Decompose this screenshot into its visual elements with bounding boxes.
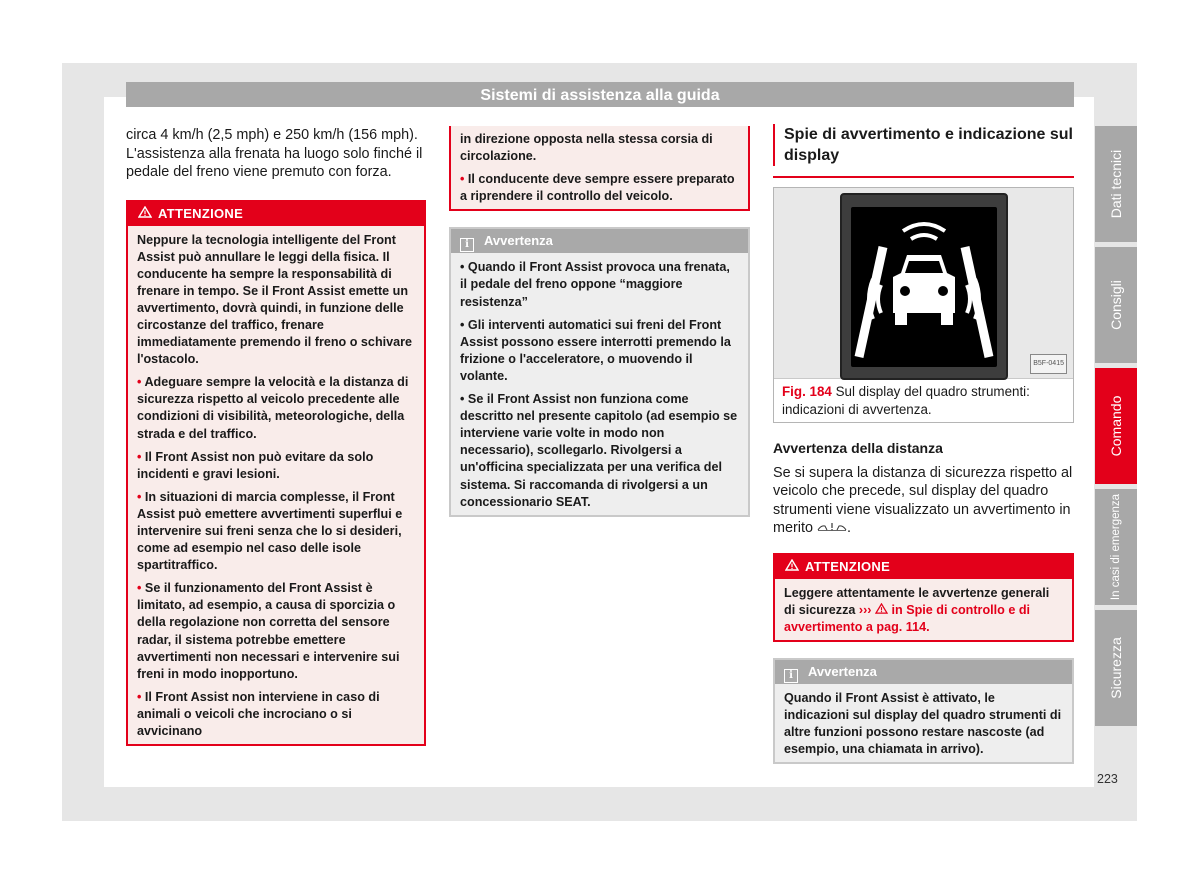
figure-image <box>774 188 1073 379</box>
page-number: 223 <box>1097 772 1118 786</box>
tab-label: Dati tecnici <box>1108 149 1124 219</box>
warning-triangle-icon <box>785 555 799 579</box>
bullet-icon: • <box>137 489 145 504</box>
warning-title: ATTENZIONE <box>805 558 891 574</box>
note-body <box>775 684 1072 762</box>
bullet-icon: • <box>137 581 145 596</box>
note-box <box>449 227 750 516</box>
warning-bullet-text: Adeguare sempre la velocità e la distanza di sicurezza rispetto al veicolo precedente alle condizioni di visibilità, meteorologiche, della strada e del traffico. <box>137 375 409 441</box>
section-divider <box>773 176 1074 178</box>
figure <box>773 187 1074 423</box>
chapter-header: Sistemi di assistenza alla guida <box>126 82 1074 107</box>
warning-paragraph: Neppure la tecnologia intelligente del Front Assist può annullare le leggi della fisica. Il conducente ha sempre la responsabilità di frenare in tempo. Se il Front Assist emette un avvertimento, dovrà quindi, in funzione delle circostanze del traffico, frenare immediatamente premendo il freno o schivare l'ostacolo. <box>137 232 413 367</box>
warning-body <box>775 579 1072 640</box>
warning-bullet-text: In situazioni di marcia complesse, il Front Assist può emettere avvertimenti superflui e intervenire sui freni senza che lo si desideri, come ad esempio nel caso delle isole spartitraffico. <box>137 489 403 573</box>
figure-caption-text: Sul display del quadro strumenti: indicazioni di avvertenza. <box>782 384 1030 417</box>
section-title: Spie di avvertimento e indicazione sul display <box>773 124 1074 166</box>
instrument-display <box>840 193 1008 380</box>
warning-body <box>128 226 424 745</box>
note-bullet-text: Quando il Front Assist provoca una frenata, il pedale del freno oppone “maggiore resistenza” <box>460 260 730 309</box>
note-text: Quando il Front Assist è attivato, le indicazioni sul display del quadro strumenti di altre funzioni possono restare nascoste (ad esempio, una chiamata in arrivo). <box>784 690 1062 757</box>
tab-consigli[interactable] <box>1095 247 1137 363</box>
reference-arrows: ››› <box>858 602 872 617</box>
column-1 <box>126 126 426 746</box>
warning-title: ATTENZIONE <box>158 205 244 221</box>
body-text: Se si supera la distanza di sicurezza rispetto al veicolo che precede, sul display del quadro strumenti viene visualizzato un avvertimento in merito . <box>773 464 1073 536</box>
intro-text: circa 4 km/h (2,5 mph) e 250 km/h (156 mph). L'assistenza alla frenata ha luogo solo finché il pedale del freno viene premuto con forza. <box>126 127 423 180</box>
front-assist-car-icon <box>851 207 997 367</box>
column-3 <box>773 124 1074 764</box>
info-icon: i <box>460 238 474 252</box>
tab-in-casi-di-emergenza[interactable] <box>1095 489 1137 605</box>
bullet-icon: • <box>460 260 468 275</box>
bullet-icon: • <box>137 449 145 464</box>
note-bullet-text: Gli interventi automatici sui freni del Front Assist possono essere interrotti premendo la frizione o l'acceleratore, o muovendo il volante. <box>460 317 731 383</box>
note-header <box>775 660 1072 684</box>
warning-bullet <box>137 449 415 483</box>
info-icon: i <box>784 669 798 683</box>
subheading: Avvertenza della distanza <box>773 440 943 456</box>
car-distance-warning-icon <box>817 520 847 536</box>
note-bullet <box>460 259 739 310</box>
bullet-icon: • <box>137 375 145 390</box>
bullet-icon: • <box>460 392 468 407</box>
warning-header <box>128 202 424 226</box>
tab-label: Consigli <box>1108 280 1124 330</box>
warning-box <box>126 200 426 747</box>
body-text-content: Se si supera la distanza di sicurezza rispetto al veicolo che precede, sul display del quadro strumenti viene visualizzato un avvertimento in merito <box>773 464 1073 536</box>
note-box <box>773 658 1074 764</box>
warning-bullet <box>137 489 415 574</box>
warning-triangle-icon <box>875 603 888 617</box>
tab-label: In casi di emergenza <box>1110 493 1122 601</box>
display-screen <box>851 207 997 367</box>
warning-box-continued <box>449 126 750 211</box>
note-bullet-text: Se il Front Assist non funziona come descritto nel presente capitolo (ad esempio se interviene varie volte in modo non necessario), scollegarlo. Rivolgersi a un'officina specializzata per una verifica del sistema. Si raccomanda di rivolgersi a un concessionario SEAT. <box>460 392 738 509</box>
warning-bullet-text: Se il funzionamento del Front Assist è limitato, ad esempio, a causa di sporcizia o della regolazione non corretta del sensore radar, il sistema potrebbe emettere avvertimenti non necessari e intervenire sui freni in modo inopportuno. <box>137 581 400 681</box>
note-bullet <box>460 391 739 511</box>
bullet-icon: • <box>460 172 468 187</box>
warning-header <box>775 555 1072 579</box>
note-body <box>451 253 748 514</box>
warning-bullet-text: Il Front Assist non può evitare da solo incidenti e gravi lesioni. <box>137 449 374 481</box>
cross-reference-link[interactable]: in Spie di controllo e di avvertimento a pag. 114. <box>784 602 1031 634</box>
warning-box <box>773 553 1074 642</box>
warning-bullet-text: Il conducente deve sempre essere preparato a riprendere il controllo del veicolo. <box>460 172 735 204</box>
warning-bullet-text: Il Front Assist non interviene in caso di animali o veicoli che incrociano o si avvicinano <box>137 689 380 739</box>
warning-triangle-icon <box>138 202 152 226</box>
note-title: Avvertenza <box>484 233 553 249</box>
tab-sicurezza[interactable] <box>1095 610 1137 726</box>
note-bullet <box>460 317 739 385</box>
figure-code: B5F-0415 <box>1030 354 1067 375</box>
column-2 <box>449 126 750 517</box>
warning-text: Leggere attentamente le avvertenze generali di sicurezza <box>784 585 1050 617</box>
bullet-icon: • <box>460 317 468 332</box>
tab-label: Sicurezza <box>1108 637 1124 699</box>
bullet-icon: • <box>137 689 145 704</box>
tab-dati-tecnici[interactable] <box>1095 126 1137 242</box>
warning-bullet <box>137 374 415 442</box>
figure-caption <box>774 379 1073 422</box>
warning-body <box>451 126 748 209</box>
warning-paragraph: in direzione opposta nella stessa corsia di circolazione. <box>460 132 713 164</box>
warning-bullet <box>137 689 415 740</box>
tab-label: Comando <box>1108 395 1124 457</box>
warning-bullet <box>460 171 739 205</box>
tab-comando[interactable] <box>1095 368 1137 484</box>
figure-label: Fig. 184 <box>782 384 832 399</box>
note-title: Avvertenza <box>808 663 877 679</box>
note-header <box>451 229 748 253</box>
warning-bullet <box>137 580 415 683</box>
